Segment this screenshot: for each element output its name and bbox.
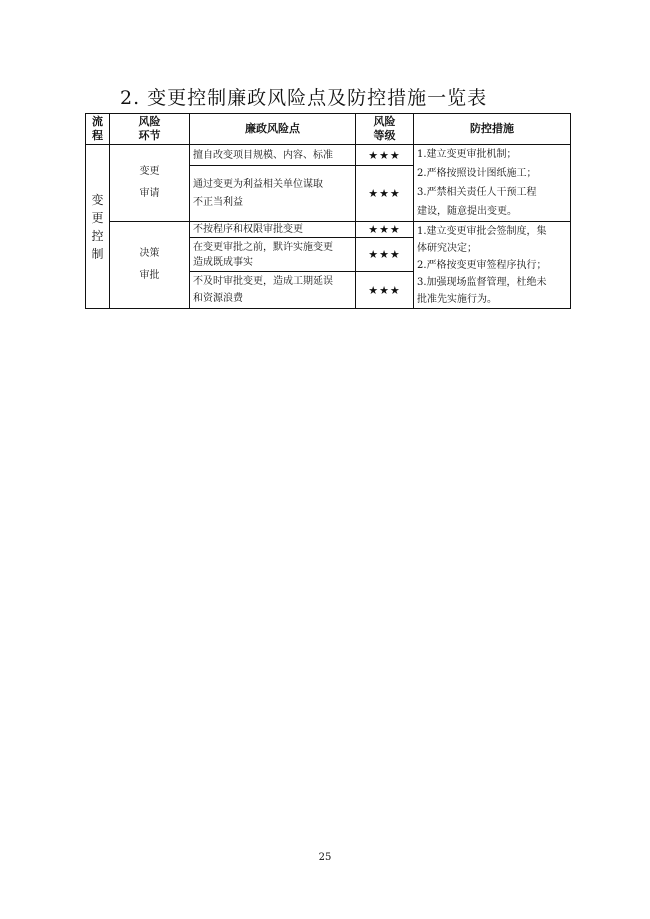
risk-point-cell: 通过变更为利益相关单位谋取 不正当利益 (190, 166, 356, 222)
page-number: 25 (318, 852, 332, 863)
measures-cell: 1.建立变更审批会签制度，集 体研究决定； 2.严格按变更审签程序执行； 3.加强现场监督管理，杜绝未 批准先实施行为。 (414, 222, 571, 309)
risk-level-cell: ★★★ (356, 222, 414, 238)
risk-point-cell: 不及时审批变更，造成工期延误 和资源浪费 (190, 272, 356, 309)
header-level: 风险 等级 (356, 114, 414, 145)
stage-cell: 变更 审请 (110, 145, 190, 222)
stage-cell: 决策 审批 (110, 222, 190, 309)
measures-cell: 1.建立变更审批机制； 2.严格按照设计图纸施工； 3.严禁相关责任人干预工程 建设，随意提出变更。 (414, 145, 571, 222)
header-process: 流 程 (86, 114, 110, 145)
risk-point-cell: 不按程序和权限审批变更 (190, 222, 356, 238)
header-risk-point: 廉政风险点 (190, 114, 356, 145)
risk-point-cell: 在变更审批之前，默许实施变更 造成既成事实 (190, 238, 356, 272)
risk-point-cell: 擅自改变项目规模、内容、标准 (190, 145, 356, 166)
header-measures: 防控措施 (414, 114, 571, 145)
page-title: 2. 变更控制廉政风险点及防控措施一览表 (120, 87, 488, 109)
risk-level-cell: ★★★ (356, 145, 414, 166)
table-header-row (86, 114, 571, 145)
process-cell: 变 更 控 制 (86, 145, 110, 309)
header-stage: 风险 环节 (110, 114, 190, 145)
risk-level-cell: ★★★ (356, 238, 414, 272)
risk-level-cell: ★★★ (356, 166, 414, 222)
table-row (86, 145, 571, 166)
risk-table (85, 113, 571, 309)
table-row (86, 222, 571, 238)
risk-level-cell: ★★★ (356, 272, 414, 309)
